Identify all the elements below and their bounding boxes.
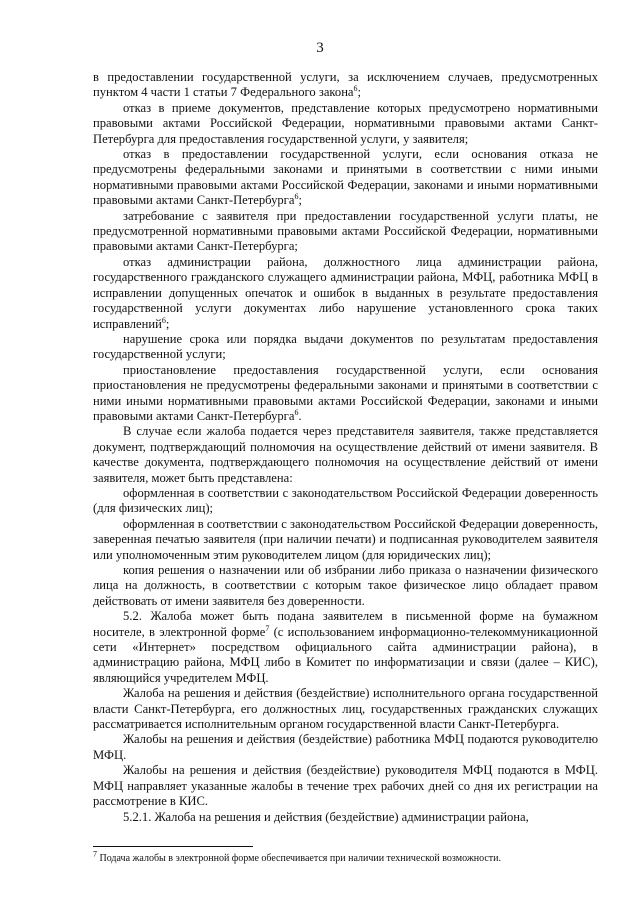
paragraph: отказ в предоставлении государственной услуги, если основания отказа не предусмотрены федеральными законами и принятыми в соответствии с ними иными нормативными правовыми актами Российской Федерации, законами и иными нормативными правовыми актами Санкт-Петербурга$^6$; (93, 147, 598, 208)
paragraph: 5.2. Жалоба может быть подана заявителем в письменной форме на бумажном носителе, в электронной форме$^7$ (с использованием информационно-телекоммуникационной сети «Интернет» посредством официального сайта администрации района), в администрацию района, МФЦ либо в Комитет по информатизации и связи (далее – КИС), являющийся учредителем МФЦ. (93, 609, 598, 685)
paragraph: отказ администрации района, должностного лица администрации района, государственного гражданского служащего администрации района, МФЦ, работника МФЦ в исправлении допущенных опечаток и ошибок в выданных в результате предоставления государственной услуги документах либо нарушение установленного срока таких исправлений$^6$; (93, 254, 598, 331)
body-text (93, 70, 598, 825)
page-number: 3 (316, 40, 324, 56)
paragraph: приостановление предоставления государственной услуги, если основания приостановления не предусмотрены федеральными законами и принятыми в соответствии с ними иными нормативными правовыми актами Российской Федерации, законами и иными правовыми актами Санкт-Петербурга$^6$. (93, 362, 598, 423)
paragraph: отказ в приеме документов, представление которых предусмотрено нормативными правовыми актами Российской Федерации, нормативными правовыми актами Санкт-Петербурга для предоставления государственной услуги, у заявителя; (93, 100, 598, 146)
paragraph: Жалобы на решения и действия (бездействие) работника МФЦ подаются руководителю МФЦ. (93, 732, 598, 762)
paragraph: копия решения о назначении или об избрании либо приказа о назначении физического лица на должность, в соответствии с которым такое физическое лицо обладает правом действовать от имени заявителя без доверенности. (93, 563, 598, 608)
paragraph: оформленная в соответствии с законодательством Российской Федерации доверенность (для физических лиц); (93, 485, 598, 516)
paragraph: В случае если жалоба подается через представителя заявителя, также представляется документ, подтверждающий полномочия на осуществление действий от имени заявителя. В качестве документа, подтверждающего полномочия на осуществление действий от имени заявителя, может быть представлена: (93, 424, 598, 485)
paragraph: 5.2.1. Жалоба на решения и действия (бездействие) администрации района, (123, 809, 529, 824)
paragraph: оформленная в соответствии с законодательством Российской Федерации доверенность, заверенная печатью заявителя (при наличии печати) и подписанная руководителем заявителя или уполномоченным этим руководителем лицом (для юридических лиц); (93, 516, 598, 562)
footnote (93, 849, 598, 865)
paragraph: затребование с заявителя при предоставлении государственной услуги платы, не предусмотренной нормативными правовыми актами Российской Федерации, нормативными правовыми актами Санкт-Петербурга; (93, 208, 598, 254)
footnote-text: Подача жалобы в электронной форме обеспечивается при наличии технической возможности. (99, 853, 501, 864)
footnote-marker: 7 (93, 849, 97, 859)
footnote-divider (93, 846, 253, 847)
paragraph: Жалобы на решения и действия (бездействие) руководителя МФЦ подаются в МФЦ. МФЦ направляет указанные жалобы в течение трех рабочих дней со дня их регистрации на рассмотрение в КИС. (93, 763, 598, 809)
paragraph: в предоставлении государственной услуги, за исключением случаев, предусмотренных пунктом 4 части 1 статьи 7 Федерального закона$^6$; (93, 70, 598, 100)
paragraph: Жалоба на решения и действия (бездействие) исполнительного органа государственной власти Санкт-Петербурга, его должностных лиц, государственных гражданских служащих рассматривается исполнительным органом государственной власти Санкт-Петербурга. (93, 686, 598, 732)
paragraph: нарушение срока или порядка выдачи документов по результатам предоставления государственной услуги; (93, 331, 598, 362)
